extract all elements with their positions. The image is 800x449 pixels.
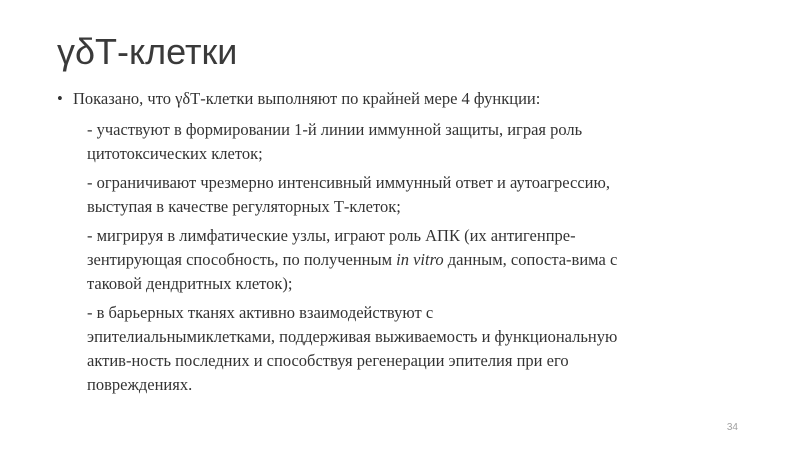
function-item-4-line-2: эпителиальнымиклетками, поддерживая выживаемость и функциональную	[87, 327, 618, 346]
bullet-intro	[57, 88, 540, 110]
function-item-2	[87, 171, 757, 219]
function-item-3-line-3: таковой дендритных клеток);	[87, 274, 293, 293]
function-item-4-line-1: - в барьерных тканях активно взаимодействуют с	[87, 303, 434, 322]
function-item-3-line-1: - мигрируя в лимфатические узлы, играют роль АПК (их антигенпре-	[87, 226, 576, 245]
function-item-3-line-2-end: данным, сопоста-вима с	[443, 250, 618, 269]
function-item-1	[87, 118, 757, 166]
function-item-1-line-1: - участвуют в формировании 1-й линии иммунной защиты, играя роль	[87, 120, 583, 139]
slide-title: γδТ-клетки	[57, 31, 238, 72]
bullet-intro-text: Показано, что γδТ-клетки выполняют по крайней мере 4 функции:	[73, 89, 541, 108]
bullet-icon: •	[57, 89, 63, 108]
function-item-3	[87, 224, 757, 296]
function-item-4	[87, 301, 757, 397]
in-vitro-italic: in vitro	[396, 250, 444, 269]
page-number: 34	[726, 422, 738, 433]
function-list	[87, 118, 757, 402]
function-item-2-line-1: - ограничивают чрезмерно интенсивный иммунный ответ и аутоагрессию,	[87, 173, 610, 192]
function-item-3-line-2-start: зентирующая способность, по полученным	[87, 250, 397, 269]
function-item-1-line-2: цитотоксических клеток;	[87, 144, 263, 163]
function-item-4-line-3: актив-ность последних и способствуя регенерации эпителия при его	[87, 351, 569, 370]
function-item-2-line-2: выступая в качестве регуляторных Т-клеток;	[87, 197, 401, 216]
function-item-4-line-4: повреждениях.	[87, 375, 193, 394]
function-item-3-line-2	[87, 248, 757, 272]
